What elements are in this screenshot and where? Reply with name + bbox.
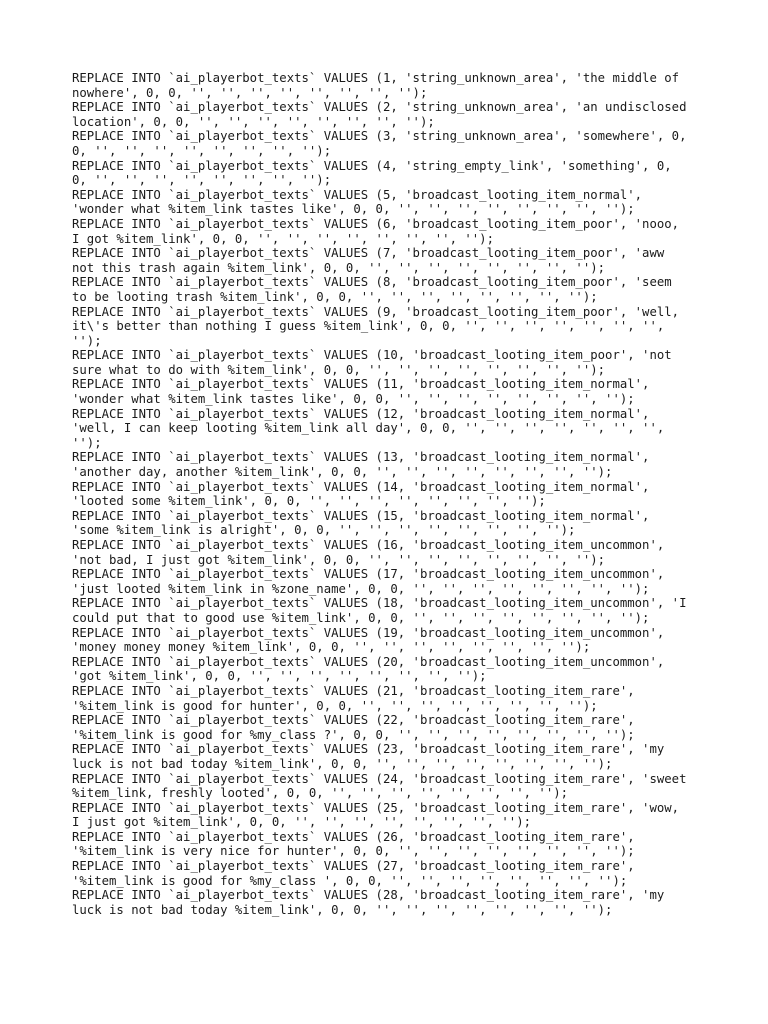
code-line: REPLACE INTO `ai_playerbot_texts` VALUES (7, 'broadcast_looting_item_poor', 'aww	[72, 246, 665, 261]
code-line: REPLACE INTO `ai_playerbot_texts` VALUES (15, 'broadcast_looting_item_normal',	[72, 508, 650, 523]
code-line: to be looting trash %item_link', 0, 0, '', '', '', '', '', '', '', '');	[72, 289, 598, 304]
code-line: REPLACE INTO `ai_playerbot_texts` VALUES (27, 'broadcast_looting_item_rare',	[72, 859, 635, 874]
code-line: '%item_link is very nice for hunter', 0, 0, '', '', '', '', '', '', '', '');	[72, 844, 635, 859]
code-line: REPLACE INTO `ai_playerbot_texts` VALUES (17, 'broadcast_looting_item_uncommon',	[72, 567, 665, 582]
code-line: REPLACE INTO `ai_playerbot_texts` VALUES (28, 'broadcast_looting_item_rare', 'my	[72, 888, 665, 903]
code-line: luck is not bad today %item_link', 0, 0, '', '', '', '', '', '', '', '');	[72, 902, 613, 917]
sql-code-block	[72, 71, 712, 917]
code-line: I got %item_link', 0, 0, '', '', '', '', '', '', '', '');	[72, 231, 494, 246]
code-line: 'looted some %item_link', 0, 0, '', '', '', '', '', '', '', '');	[72, 494, 546, 509]
code-line: REPLACE INTO `ai_playerbot_texts` VALUES (26, 'broadcast_looting_item_rare',	[72, 829, 635, 844]
code-line: REPLACE INTO `ai_playerbot_texts` VALUES (12, 'broadcast_looting_item_normal',	[72, 406, 650, 421]
code-line: REPLACE INTO `ai_playerbot_texts` VALUES (18, 'broadcast_looting_item_uncommon', 'I	[72, 596, 687, 611]
code-line: 'got %item_link', 0, 0, '', '', '', '', '', '', '', '');	[72, 669, 487, 684]
code-line: REPLACE INTO `ai_playerbot_texts` VALUES (6, 'broadcast_looting_item_poor', 'nooo,	[72, 216, 680, 231]
code-line: REPLACE INTO `ai_playerbot_texts` VALUES (25, 'broadcast_looting_item_rare', 'wow,	[72, 800, 680, 815]
code-line: REPLACE INTO `ai_playerbot_texts` VALUES (11, 'broadcast_looting_item_normal',	[72, 377, 650, 392]
code-line: not this trash again %item_link', 0, 0, '', '', '', '', '', '', '', '');	[72, 260, 606, 275]
code-line: luck is not bad today %item_link', 0, 0, '', '', '', '', '', '', '', '');	[72, 756, 613, 771]
code-line: I just got %item_link', 0, 0, '', '', '', '', '', '', '', '');	[72, 815, 532, 830]
code-line: '');	[72, 435, 102, 450]
code-line: 'money money money %item_link', 0, 0, '', '', '', '', '', '', '', '');	[72, 640, 591, 655]
code-line: REPLACE INTO `ai_playerbot_texts` VALUES (19, 'broadcast_looting_item_uncommon',	[72, 625, 665, 640]
code-line: location', 0, 0, '', '', '', '', '', '', '', '');	[72, 114, 435, 129]
code-line: REPLACE INTO `ai_playerbot_texts` VALUES (2, 'string_unknown_area', 'an undisclosed	[72, 100, 687, 115]
code-line: REPLACE INTO `ai_playerbot_texts` VALUES (16, 'broadcast_looting_item_uncommon',	[72, 538, 665, 552]
code-line: '%item_link is good for %my_class ?', 0, 0, '', '', '', '', '', '', '', '');	[72, 727, 635, 742]
code-line: REPLACE INTO `ai_playerbot_texts` VALUES (4, 'string_empty_link', 'something', 0,	[72, 158, 672, 173]
code-line: '');	[72, 333, 102, 348]
code-line: REPLACE INTO `ai_playerbot_texts` VALUES (8, 'broadcast_looting_item_poor', 'seem	[72, 275, 672, 290]
code-line: REPLACE INTO `ai_playerbot_texts` VALUES (21, 'broadcast_looting_item_rare',	[72, 683, 635, 698]
code-line: REPLACE INTO `ai_playerbot_texts` VALUES (5, 'broadcast_looting_item_normal',	[72, 187, 643, 202]
code-line: REPLACE INTO `ai_playerbot_texts` VALUES (9, 'broadcast_looting_item_poor', 'well,	[72, 304, 680, 319]
code-line: 'just looted %item_link in %zone_name', 0, 0, '', '', '', '', '', '', '', '');	[72, 581, 650, 596]
code-line: REPLACE INTO `ai_playerbot_texts` VALUES (22, 'broadcast_looting_item_rare',	[72, 713, 635, 728]
code-line: REPLACE INTO `ai_playerbot_texts` VALUES (20, 'broadcast_looting_item_uncommon',	[72, 654, 665, 669]
code-line: it\'s better than nothing I guess %item_link', 0, 0, '', '', '', '', '', '', '',	[72, 319, 665, 334]
code-line: REPLACE INTO `ai_playerbot_texts` VALUES (1, 'string_unknown_area', 'the middle of	[72, 71, 680, 85]
code-line: 0, '', '', '', '', '', '', '', '');	[72, 173, 332, 188]
code-line: REPLACE INTO `ai_playerbot_texts` VALUES (14, 'broadcast_looting_item_normal',	[72, 479, 650, 494]
code-line: REPLACE INTO `ai_playerbot_texts` VALUES (10, 'broadcast_looting_item_poor', 'not	[72, 348, 672, 363]
code-line: '%item_link is good for %my_class ', 0, 0, '', '', '', '', '', '', '', '');	[72, 873, 628, 888]
code-line: 'not bad, I just got %item_link', 0, 0, '', '', '', '', '', '', '', '');	[72, 552, 606, 567]
code-line: sure what to do with %item_link', 0, 0, '', '', '', '', '', '', '', '');	[72, 362, 606, 377]
code-line: 'well, I can keep looting %item_link all day', 0, 0, '', '', '', '', '', '', '',	[72, 421, 665, 436]
code-line: nowhere', 0, 0, '', '', '', '', '', '', '', '');	[72, 85, 428, 100]
code-line: REPLACE INTO `ai_playerbot_texts` VALUES (23, 'broadcast_looting_item_rare', 'my	[72, 742, 665, 757]
code-line: REPLACE INTO `ai_playerbot_texts` VALUES (3, 'string_unknown_area', 'somewhere', 0,	[72, 129, 687, 144]
code-line: 'wonder what %item_link tastes like', 0, 0, '', '', '', '', '', '', '', '');	[72, 202, 635, 217]
code-line: 'some %item_link is alright', 0, 0, '', '', '', '', '', '', '', '');	[72, 523, 576, 538]
code-line: 'another day, another %item_link', 0, 0, '', '', '', '', '', '', '', '');	[72, 465, 613, 480]
code-line: 0, '', '', '', '', '', '', '', '');	[72, 143, 332, 158]
code-line: %item_link, freshly looted', 0, 0, '', '', '', '', '', '', '', '');	[72, 786, 569, 801]
code-line: REPLACE INTO `ai_playerbot_texts` VALUES (24, 'broadcast_looting_item_rare', 'sweet	[72, 771, 687, 786]
code-line: REPLACE INTO `ai_playerbot_texts` VALUES (13, 'broadcast_looting_item_normal',	[72, 450, 650, 465]
code-line: could put that to good use %item_link', 0, 0, '', '', '', '', '', '', '', '');	[72, 610, 650, 625]
code-line: '%item_link is good for hunter', 0, 0, '', '', '', '', '', '', '', '');	[72, 698, 598, 713]
code-line: 'wonder what %item_link tastes like', 0, 0, '', '', '', '', '', '', '', '');	[72, 392, 635, 407]
